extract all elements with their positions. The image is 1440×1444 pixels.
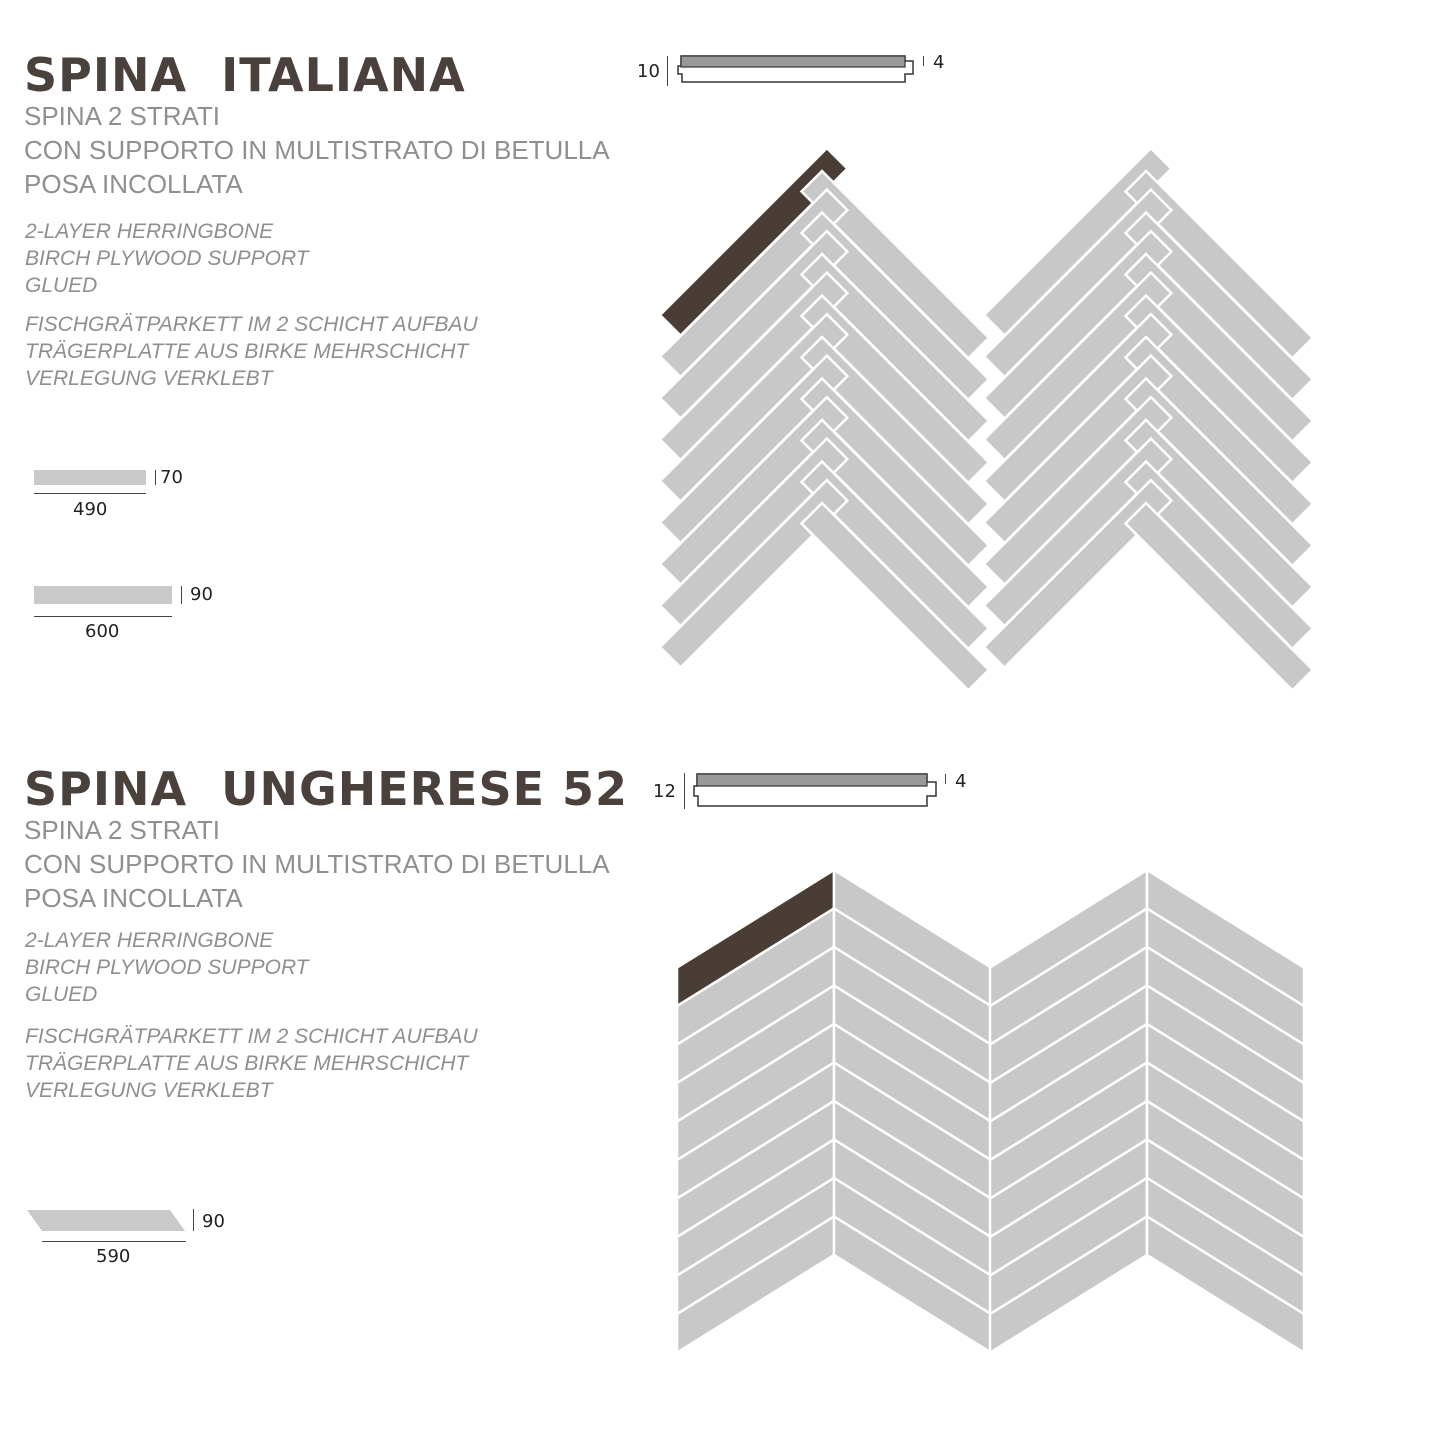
- length-dimension-line: [42, 1241, 186, 1242]
- width-label: 90: [190, 584, 213, 605]
- english-description: [25, 927, 309, 1008]
- description-line: SPINA 2 STRATI: [24, 815, 221, 845]
- description-line: BIRCH PLYWOOD SUPPORT: [25, 247, 309, 270]
- plank-swatch: [34, 470, 146, 485]
- description-line: POSA INCOLLATA: [24, 883, 243, 913]
- description-line: CON SUPPORTO IN MULTISTRATO DI BETULLA: [24, 849, 610, 879]
- italian-description: [24, 813, 610, 915]
- english-description: [25, 218, 309, 299]
- herringbone-pattern-diagram: [655, 145, 1335, 685]
- description-line: TRÄGERPLATTE AUS BIRKE MEHRSCHICHT: [25, 340, 469, 363]
- german-description: [25, 311, 478, 392]
- description-line: GLUED: [25, 274, 98, 297]
- total-thickness-label: 10: [637, 61, 660, 82]
- profile-drawing: [678, 54, 918, 86]
- description-line: VERLEGUNG VERKLEBT: [25, 1079, 273, 1102]
- description-line: 2-LAYER HERRINGBONE: [25, 929, 274, 952]
- plank-swatch: [34, 586, 172, 604]
- description-line: FISCHGRÄTPARKETT IM 2 SCHICHT AUFBAU: [25, 1025, 478, 1048]
- description-line: FISCHGRÄTPARKETT IM 2 SCHICHT AUFBAU: [25, 313, 478, 336]
- top-layer-dimension-line: [923, 56, 924, 66]
- profile-drawing: [694, 772, 944, 810]
- thickness-dimension-line: [684, 773, 685, 809]
- description-line: 2-LAYER HERRINGBONE: [25, 220, 274, 243]
- top-layer-label: 4: [955, 771, 967, 792]
- italian-description: [24, 99, 610, 201]
- total-thickness-label: 12: [653, 781, 676, 802]
- length-label: 490: [73, 499, 108, 520]
- width-dimension-line: [193, 1209, 194, 1231]
- length-dimension-line: [34, 493, 146, 494]
- chevron-pattern-diagram: [670, 870, 1310, 1430]
- description-line: BIRCH PLYWOOD SUPPORT: [25, 956, 309, 979]
- section-title: SPINA UNGHERESE 52: [24, 762, 629, 816]
- length-label: 600: [85, 621, 120, 642]
- top-layer-dimension-line: [945, 774, 946, 784]
- length-label: 590: [96, 1246, 131, 1267]
- width-dimension-line: [181, 586, 182, 604]
- description-line: TRÄGERPLATTE AUS BIRKE MEHRSCHICHT: [25, 1052, 469, 1075]
- description-line: GLUED: [25, 983, 98, 1006]
- description-line: VERLEGUNG VERKLEBT: [25, 367, 273, 390]
- width-label: 90: [202, 1211, 225, 1232]
- width-dimension-line: [155, 470, 156, 485]
- description-line: SPINA 2 STRATI: [24, 101, 221, 131]
- section-spina-italiana: [0, 0, 1440, 720]
- width-label: 70: [160, 467, 183, 488]
- section-title: SPINA ITALIANA: [24, 48, 466, 102]
- description-line: CON SUPPORTO IN MULTISTRATO DI BETULLA: [24, 135, 610, 165]
- thickness-dimension-line: [667, 56, 668, 86]
- german-description: [25, 1023, 478, 1104]
- plank-swatch: [24, 1208, 194, 1234]
- section-spina-ungherese: [0, 720, 1440, 1444]
- length-dimension-line: [34, 616, 172, 617]
- top-layer-label: 4: [933, 52, 945, 73]
- description-line: POSA INCOLLATA: [24, 169, 243, 199]
